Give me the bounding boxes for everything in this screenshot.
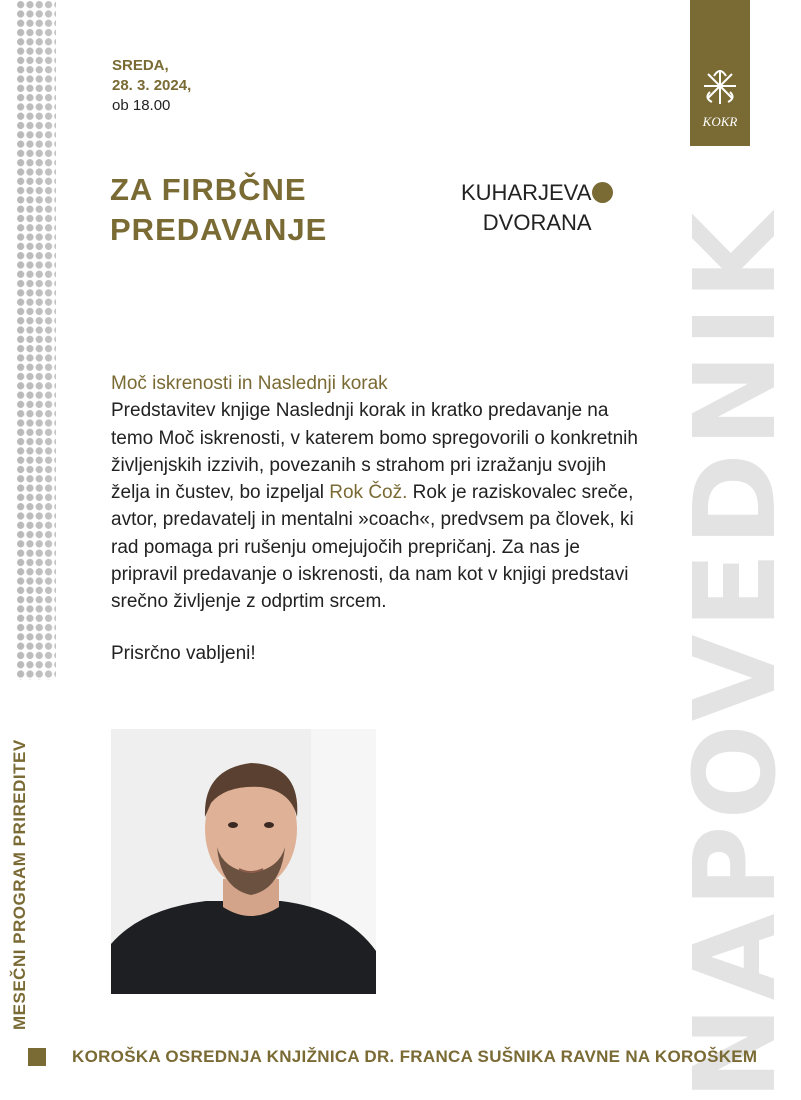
monthly-program-label: MESEČNI PROGRAM PRIREDITEV [10,739,29,1030]
event-venue [461,178,613,238]
event-title [110,170,327,250]
event-body [111,397,641,615]
library-logo [690,0,750,146]
speaker-photo [111,729,376,994]
venue-line2: DVORANA [482,210,592,235]
body-text-before: Predstavitev knjige Naslednji korak in kratko predavanje na temo Moč iskrenosti, v katerem bomo spregovorili o konkretnih življenjskih izzivih, povezanih s strahom pri izražanju svojih želja in čustev, bo izpeljal [111,400,638,504]
event-date: 28. 3. 2024, [112,77,192,94]
speaker-name: Rok Čož. [329,482,408,504]
logo-emblem-icon [696,64,744,134]
dot-pattern-fade [16,0,56,680]
venue-dot-icon [592,182,613,203]
body-text-after: Rok je raziskovalec sreče, avtor, predavatelj in mentalni »coach«, predvsem pa človek, ki rad pomaga pri rušenju omejujočih prepričanj. Za nas je pripravil predavanje o iskrenosti, da nam kot v knjigi predstavi srečno življenje z odprtim srcem. [111,482,634,613]
event-title-line1: ZA FIRBČNE [110,172,307,207]
footer-square-icon [28,1048,46,1066]
speaker-portrait-image [111,729,376,994]
venue-line1: KUHARJEVA [461,180,592,205]
event-subtitle: Moč iskrenosti in Naslednji korak [111,373,388,394]
library-name-footer: KOROŠKA OSREDNJA KNJIŽNICA DR. FRANCA SUŠNIKA RAVNE NA KOROŠKEM [72,1047,758,1066]
event-description [111,370,641,667]
event-title-line2: PREDAVANJE [110,212,328,247]
event-time: ob 18.00 [112,97,171,114]
logo-text: KOKR [702,114,738,129]
event-day: SREDA, [112,57,169,74]
watermark-text: NAPOVEDNIK [671,206,801,1100]
event-datetime [112,56,191,116]
greeting: Prisrčno vabljeni! [111,642,256,664]
